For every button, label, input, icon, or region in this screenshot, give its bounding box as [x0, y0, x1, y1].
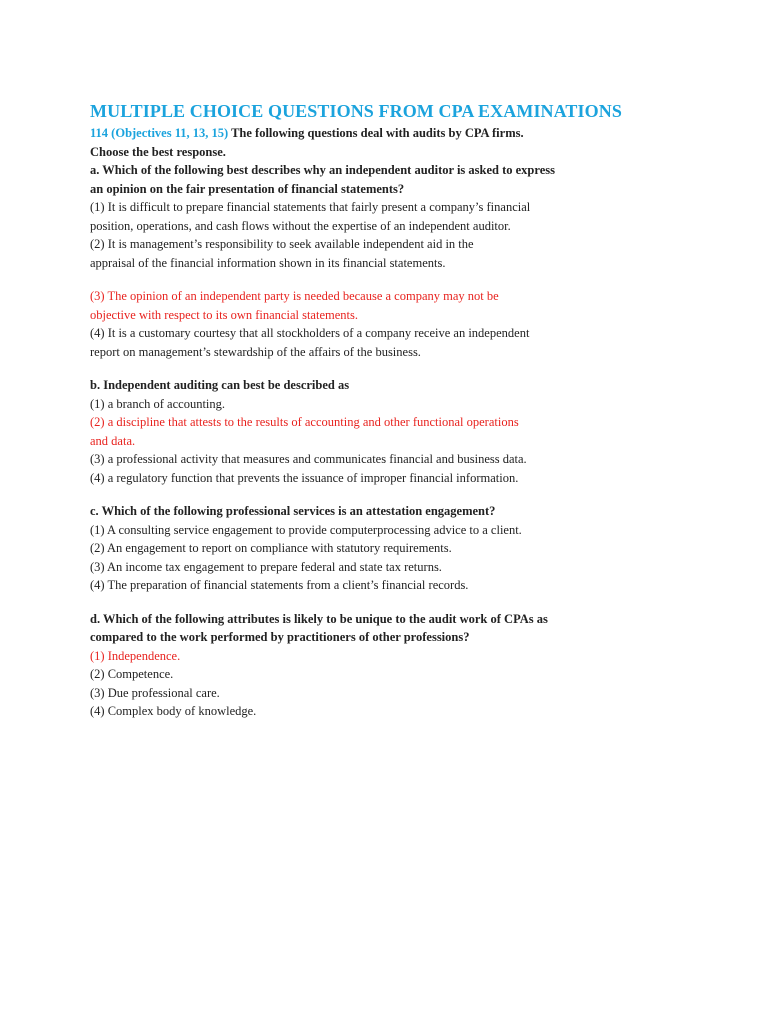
objectives-label: 114 (Objectives 11, 13, 15): [90, 126, 229, 140]
question-a-option3-line2: objective with respect to its own financial statements.: [90, 307, 358, 322]
question-b-option2-line1: (2) a discipline that attests to the results of accounting and other functional operations: [90, 415, 519, 429]
question-b: [90, 376, 730, 487]
question-d: [90, 610, 730, 721]
question-d-stem-line1: d. Which of the following attributes is likely to be unique to the audit work of CPAs as: [90, 611, 548, 626]
question-a-stem-line1: a. Which of the following best describes why an independent auditor is asked to express: [90, 163, 555, 177]
question-c: [90, 502, 730, 595]
intro-text: The following questions deal with audits by CPA firms.: [228, 126, 524, 140]
question-a-option3-line1: (3) The opinion of an independent party is needed because a company may not be: [90, 289, 499, 303]
question-c-stem: c. Which of the following professional services is an attestation engagement?: [90, 504, 496, 518]
page-title: MULTIPLE CHOICE QUESTIONS FROM CPA EXAMINATIONS: [90, 101, 622, 121]
question-d-stem-line2: compared to the work performed by practitioners of other professions?: [90, 630, 470, 644]
question-a-option1-line2: position, operations, and cash flows without the expertise of an independent auditor.: [90, 218, 511, 233]
question-b-option2-line2: and data.: [90, 433, 136, 448]
intro-line: [90, 124, 730, 143]
question-d-option1: (1) Independence.: [90, 648, 181, 663]
question-a-option2-line2: appraisal of the financial information shown in its financial statements.: [90, 255, 446, 270]
question-b-stem: b. Independent auditing can best be described as: [90, 378, 350, 392]
intro-instruction: Choose the best response.: [90, 144, 226, 159]
question-a-stem-line2: an opinion on the fair presentation of financial statements?: [90, 181, 405, 196]
spacer: [90, 361, 730, 376]
question-a-option4-line2: report on management’s stewardship of the affairs of the business.: [90, 344, 421, 359]
question-b-option1: (1) a branch of accounting.: [90, 396, 226, 411]
question-a: [90, 161, 730, 361]
question-b-option3: (3) a professional activity that measures and communicates financial and business data.: [90, 452, 527, 466]
question-a-option4-line1: (4) It is a customary courtesy that all stockholders of a company receive an independent: [90, 326, 530, 340]
question-b-option4: (4) a regulatory function that prevents the issuance of improper financial information.: [90, 470, 519, 485]
intro-block: [90, 124, 730, 161]
document-page: [90, 100, 730, 721]
question-d-option3: (3) Due professional care.: [90, 685, 220, 700]
question-d-option4: (4) Complex body of knowledge.: [90, 704, 257, 718]
question-c-option4: (4) The preparation of financial statements from a client’s financial records.: [90, 578, 469, 592]
question-d-option2: (2) Competence.: [90, 667, 174, 681]
question-a-option1-line1: (1) It is difficult to prepare financial statements that fairly present a company’s financial: [90, 200, 531, 214]
spacer: [90, 272, 730, 287]
question-c-option3: (3) An income tax engagement to prepare federal and state tax returns.: [90, 559, 442, 574]
spacer: [90, 595, 730, 610]
question-a-option2-line1: (2) It is management’s responsibility to seek available independent aid in the: [90, 237, 474, 251]
question-c-option1: (1) A consulting service engagement to provide computerprocessing advice to a client.: [90, 522, 522, 537]
question-c-option2: (2) An engagement to report on compliance with statutory requirements.: [90, 541, 452, 555]
spacer: [90, 487, 730, 502]
